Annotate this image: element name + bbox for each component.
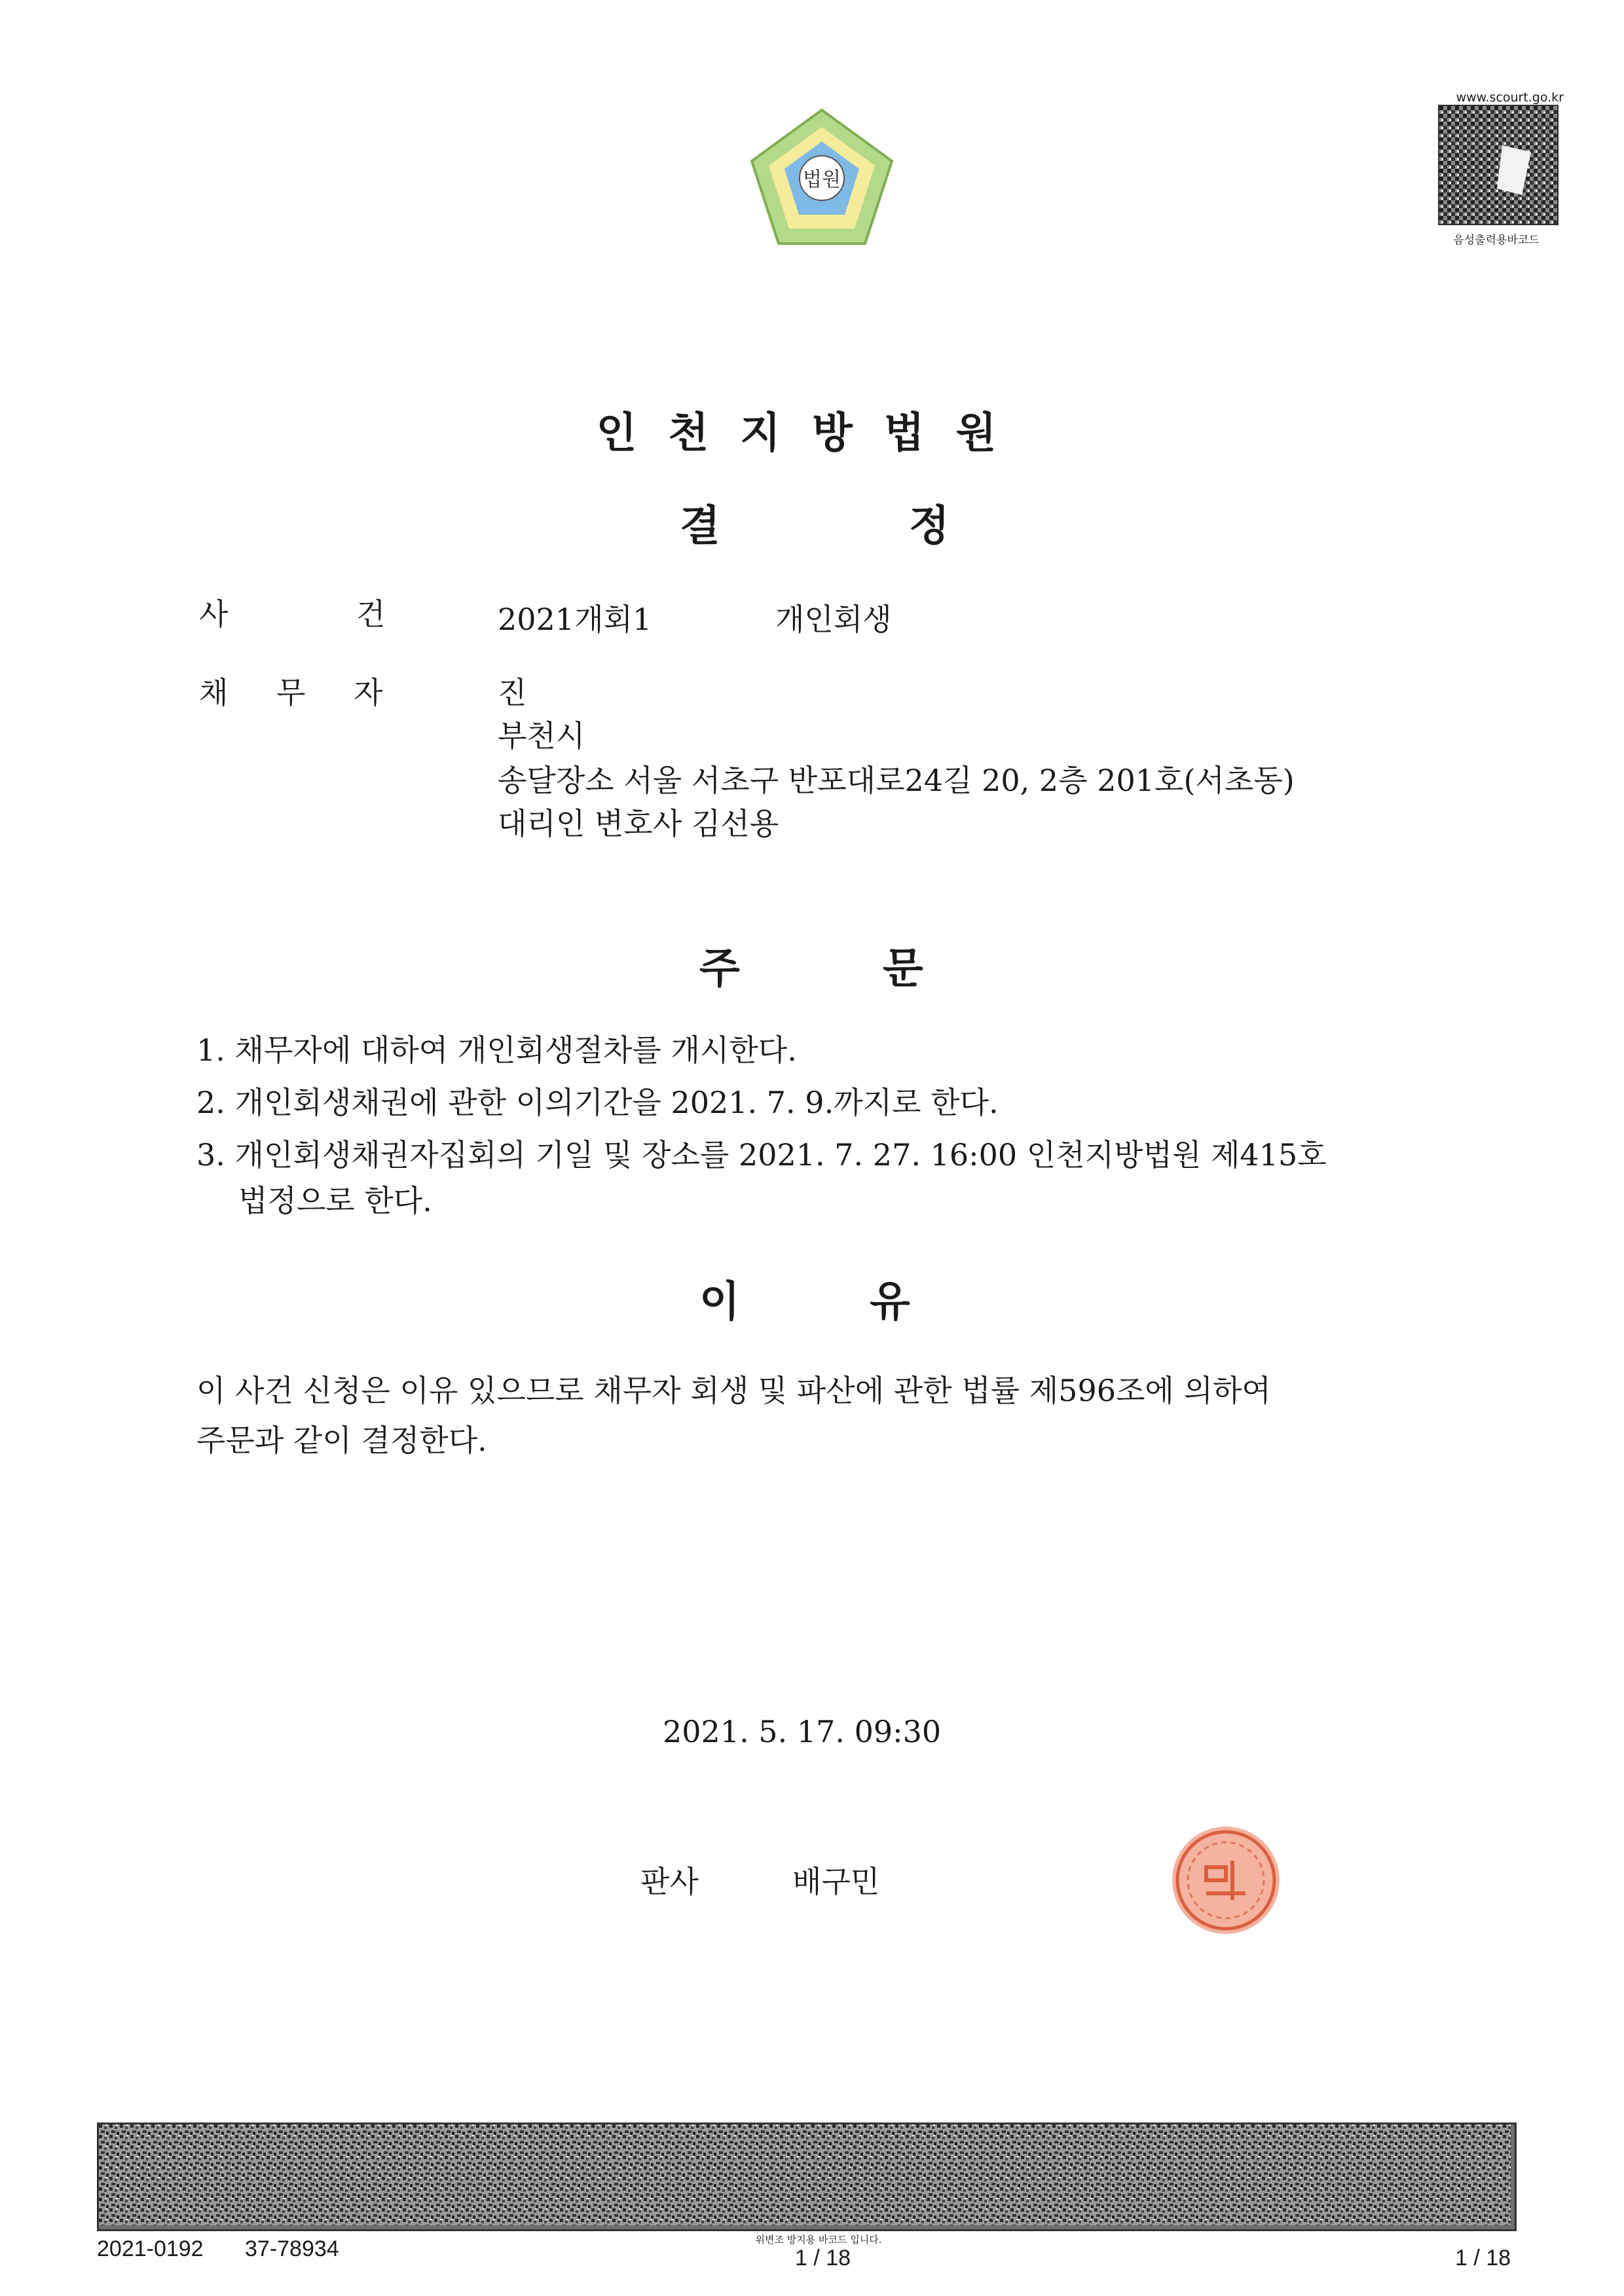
anti-forgery-note: 위변조 방지용 바코드 입니다. [755, 2234, 882, 2246]
judge-seal [1167, 1821, 1285, 1939]
case-number: 2021개회1 [498, 602, 652, 637]
debtor-label-2: 무 [276, 675, 306, 710]
reason-line-1: 이 사건 신청은 이유 있으므로 채무자 회생 및 파산에 관한 법률 제596조에 의하여 [196, 1373, 1271, 1408]
debtor-name: 진 [498, 675, 527, 710]
order-item-3-continued: 법정으로 한다. [238, 1183, 432, 1218]
case-label-2: 건 [356, 596, 386, 632]
doc-id-left: 2021-0192 [97, 2236, 204, 2261]
barcode-caption: 음성출력용바코드 [1453, 234, 1540, 247]
judge-name: 배구민 [792, 1864, 880, 1899]
page-number-center: 1 / 18 [795, 2246, 851, 2270]
reason-line-2: 주문과 같이 결정한다. [196, 1423, 487, 1458]
order-heading-left: 주 [699, 945, 740, 993]
court-emblem [747, 105, 897, 255]
order-item-1: 1. 채무자에 대하여 개인회생절차를 개시한다. [196, 1032, 797, 1068]
debtor-label-3: 자 [354, 675, 383, 710]
barcode-url: www.scourt.go.kr [1456, 90, 1564, 105]
order-item-3: 3. 개인회생채권자집회의 기일 및 장소를 2021. 7. 27. 16:00 인천지방법원 제415호 [196, 1137, 1327, 1173]
doc-id-right: 37-78934 [245, 2236, 339, 2261]
anti-forgery-barcode [97, 2123, 1517, 2231]
debtor-label-1: 채 [199, 675, 229, 710]
anti-forgery-pattern [99, 2124, 1511, 2225]
barcode-pattern [1439, 106, 1557, 224]
debtor-address: 부천시 [498, 718, 585, 754]
court-name: 인천지방법원 [596, 409, 1028, 458]
judge-title: 판사 [640, 1864, 699, 1899]
case-label-1: 사 [199, 596, 229, 632]
order-item-2: 2. 개인회생채권에 관한 이의기간을 2021. 7. 9.까지로 한다. [196, 1085, 999, 1120]
document-title-right: 정 [909, 502, 950, 551]
order-heading-right: 문 [883, 945, 923, 993]
voice-barcode [1438, 105, 1559, 225]
document-title-left: 결 [680, 502, 720, 551]
page-number-right: 1 / 18 [1455, 2246, 1511, 2270]
decision-datetime: 2021. 5. 17. 09:30 [663, 1714, 942, 1749]
legal-agent: 대리인 변호사 김선용 [498, 806, 779, 841]
delivery-place: 송달장소 서울 서초구 반포대로24길 20, 2층 201호(서초동) [498, 763, 1295, 798]
reason-heading-left: 이 [699, 1278, 740, 1326]
case-type: 개인회생 [775, 602, 892, 637]
emblem-text: 법원 [803, 168, 841, 191]
reason-heading-right: 유 [870, 1278, 910, 1326]
